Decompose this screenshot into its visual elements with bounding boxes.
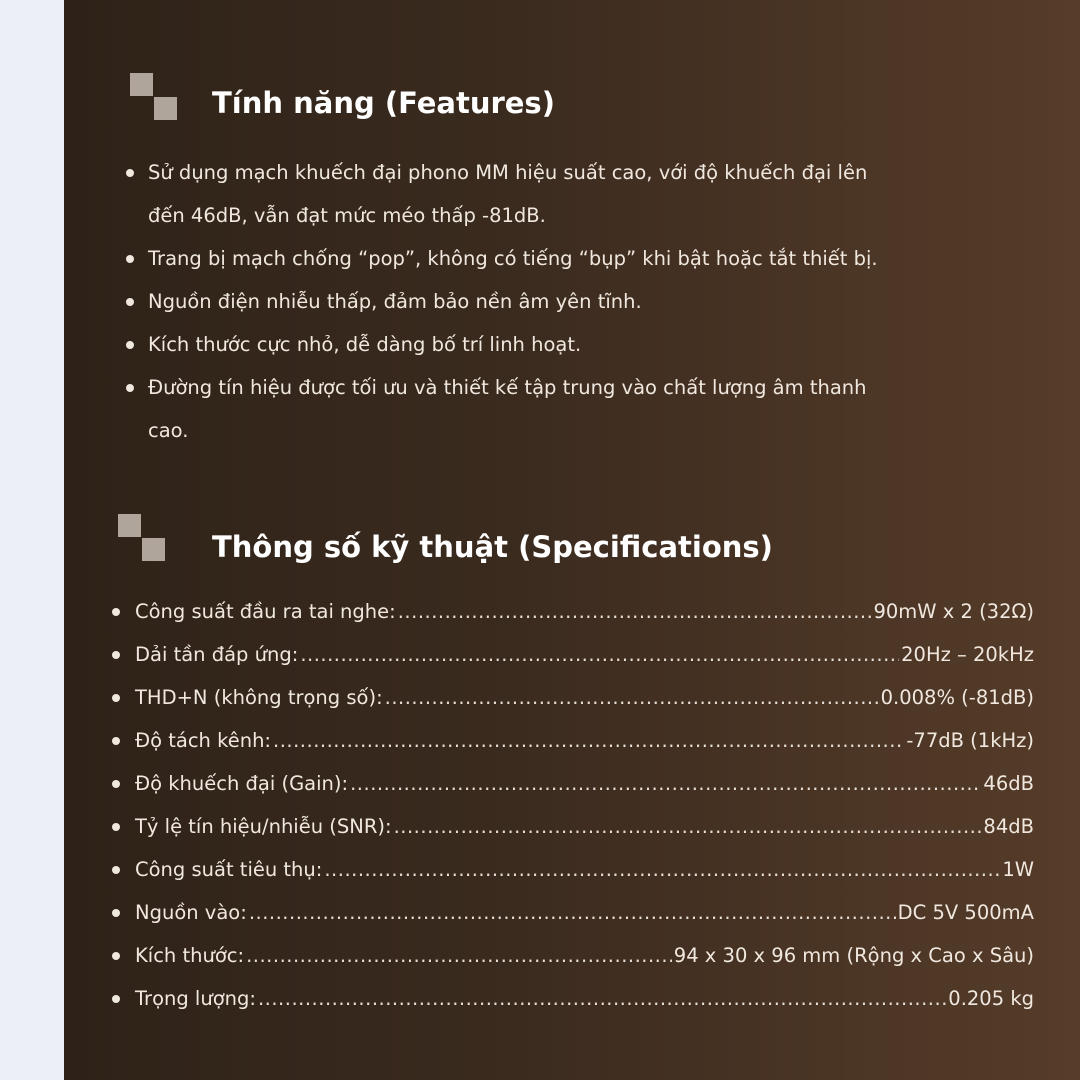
features-heading: Tính năng (Features)	[212, 86, 555, 120]
spec-row	[114, 805, 1034, 848]
spec-value: 90mW x 2 (32Ω)	[873, 600, 1034, 623]
spec-row	[114, 719, 1034, 762]
dot-leader	[394, 805, 982, 848]
spec-label: Nguồn vào:	[135, 901, 247, 924]
feature-item: Sử dụng mạch khuếch đại phono MM hiệu suất cao, với độ khuếch đại lên đến 46dB, vẫn đạt mức méo thấp -81dB.	[128, 151, 898, 237]
dot-leader	[350, 762, 981, 805]
dot-leader	[249, 891, 896, 934]
spec-value: 0.205 kg	[948, 987, 1034, 1010]
spec-value: 1W	[1002, 858, 1034, 881]
feature-item: Đường tín hiệu được tối ưu và thiết kế tập trung vào chất lượng âm thanh cao.	[128, 366, 898, 452]
spec-row	[114, 590, 1034, 633]
spec-label: Kích thước:	[135, 944, 245, 967]
spec-label: Công suất tiêu thụ:	[135, 858, 323, 881]
spec-row	[114, 977, 1034, 1020]
dot-leader	[300, 633, 899, 676]
spec-value: 84dB	[983, 815, 1034, 838]
spec-value: 46dB	[983, 772, 1034, 795]
feature-item: Kích thước cực nhỏ, dễ dàng bố trí linh hoạt.	[128, 323, 898, 366]
dot-leader	[246, 934, 672, 977]
section-decoration-icon	[130, 73, 178, 121]
spec-label: Độ tách kênh:	[135, 729, 271, 752]
spec-row	[114, 633, 1034, 676]
spec-value: 20Hz – 20kHz	[901, 643, 1034, 666]
dot-leader	[385, 676, 879, 719]
section-decoration-icon	[118, 514, 166, 562]
spec-row	[114, 762, 1034, 805]
spec-row	[114, 676, 1034, 719]
spec-label: Dải tần đáp ứng:	[135, 643, 299, 666]
spec-label: Công suất đầu ra tai nghe:	[135, 600, 396, 623]
spec-value: 94 x 30 x 96 mm (Rộng x Cao x Sâu)	[673, 944, 1034, 967]
spec-label: Độ khuếch đại (Gain):	[135, 772, 349, 795]
dot-leader	[258, 977, 946, 1020]
feature-item: Trang bị mạch chống “pop”, không có tiếng “bụp” khi bật hoặc tắt thiết bị.	[128, 237, 898, 280]
dot-leader	[398, 590, 872, 633]
dot-leader	[324, 848, 1000, 891]
content-panel	[64, 0, 1080, 1080]
feature-item: Nguồn điện nhiễu thấp, đảm bảo nền âm yên tĩnh.	[128, 280, 898, 323]
specifications-list	[114, 590, 1034, 1020]
spec-label: Trọng lượng:	[135, 987, 256, 1010]
spec-value: 0.008% (-81dB)	[880, 686, 1034, 709]
dot-leader	[273, 719, 904, 762]
spec-row	[114, 934, 1034, 977]
spec-label: THD+N (không trọng số):	[135, 686, 383, 709]
specifications-heading: Thông số kỹ thuật (Specifications)	[212, 530, 773, 564]
spec-label: Tỷ lệ tín hiệu/nhiễu (SNR):	[135, 815, 392, 838]
spec-value: DC 5V 500mA	[897, 901, 1034, 924]
spec-value: -77dB (1kHz)	[906, 729, 1034, 752]
spec-row	[114, 891, 1034, 934]
spec-row	[114, 848, 1034, 891]
features-list	[128, 151, 898, 452]
